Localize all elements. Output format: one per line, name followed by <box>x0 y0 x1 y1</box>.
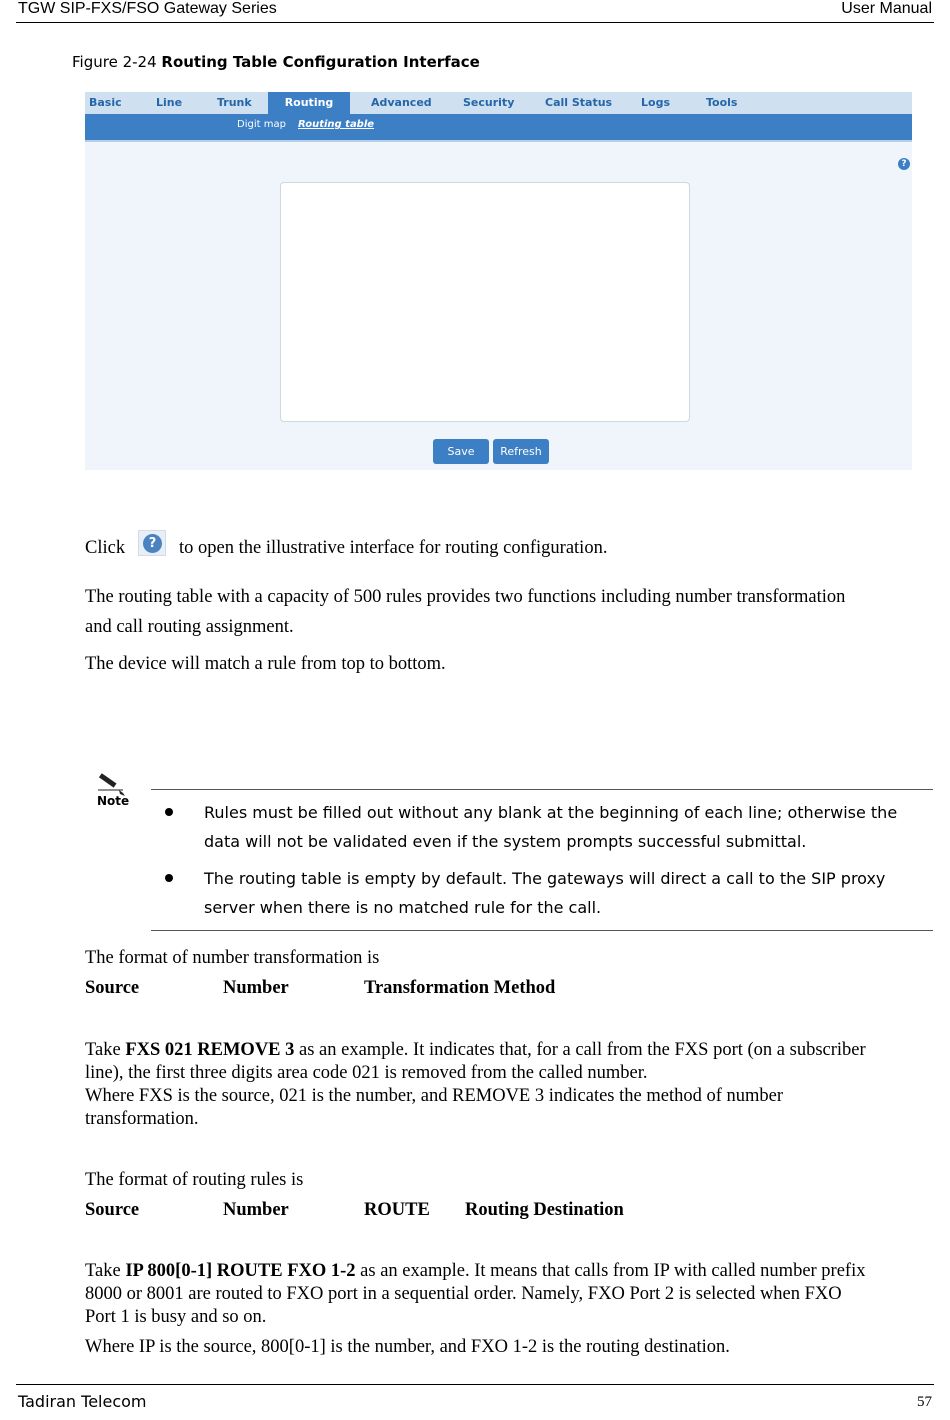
routing-col-route: ROUTE <box>364 1200 430 1220</box>
note-bottom-rule <box>151 930 933 931</box>
routing-col-destination: Routing Destination <box>465 1200 624 1220</box>
nav-trunk[interactable]: Trunk <box>217 96 252 109</box>
match-order-text: The device will match a rule from top to bottom. <box>85 654 446 674</box>
transform-col-method: Transformation Method <box>364 978 556 998</box>
page-header <box>16 0 934 23</box>
note-top-rule <box>151 789 933 790</box>
nav-routing[interactable]: Routing <box>268 92 350 114</box>
routing-take: Take <box>85 1261 126 1281</box>
subnav-divider <box>85 140 912 142</box>
question-icon: ? <box>143 534 162 553</box>
routing-example-line-2: 8000 or 8001 are routed to FXO port in a sequential order. Namely, FXO Port 2 is selected when FXO <box>85 1284 842 1304</box>
click-prefix: Click <box>85 538 126 558</box>
note-bullet-2-line-1: The routing table is empty by default. The gateways will direct a call to the SIP proxy <box>204 869 886 888</box>
footer-rule <box>16 1384 934 1385</box>
routing-example-line-1 <box>85 1260 865 1282</box>
transform-example-line-2: line), the first three digits area code 021 is removed from the called number. <box>85 1063 648 1083</box>
routing-example-rest: as an example. It means that calls from IP with called number prefix <box>355 1261 866 1281</box>
note-label: Note <box>97 794 130 808</box>
main-nav <box>85 92 912 114</box>
nav-line[interactable]: Line <box>156 96 183 109</box>
nav-tools[interactable]: Tools <box>706 96 738 109</box>
header-doc-type: User Manual <box>841 0 932 17</box>
nav-basic[interactable]: Basic <box>89 96 122 109</box>
nav-logs[interactable]: Logs <box>641 96 670 109</box>
subnav-routing-table[interactable]: Routing table <box>298 119 375 130</box>
refresh-button[interactable]: Refresh <box>493 439 549 464</box>
intro-line-1: The routing table with a capacity of 500 rules provides two functions including number transformation <box>85 587 846 607</box>
click-suffix: to open the illustrative interface for routing configuration. <box>179 538 608 558</box>
page-number: 57 <box>917 1394 932 1410</box>
transform-example-code: FXS 021 REMOVE 3 <box>125 1040 295 1060</box>
help-icon[interactable]: ? <box>898 158 910 170</box>
note-bullet-1-line-2: data will not be validated even if the system prompts successful submittal. <box>204 832 807 851</box>
transform-col-number: Number <box>223 978 289 998</box>
transform-example-rest: as an example. It indicates that, for a call from the FXS port (on a subscriber <box>294 1040 866 1060</box>
footer-company: Tadiran Telecom <box>18 1392 147 1411</box>
figure-caption <box>72 53 480 71</box>
sub-nav <box>85 114 912 140</box>
figure-number: Figure 2-24 <box>72 53 162 71</box>
routing-col-number: Number <box>223 1200 289 1220</box>
routing-example-code: IP 800[0-1] ROUTE FXO 1-2 <box>125 1261 356 1281</box>
routing-rules-textarea[interactable] <box>280 182 690 422</box>
bullet-2 <box>165 874 173 882</box>
bullet-1 <box>165 808 173 816</box>
routing-table-screenshot <box>85 92 912 470</box>
transform-col-source: Source <box>85 978 140 998</box>
nav-call-status[interactable]: Call Status <box>545 96 613 109</box>
save-button[interactable]: Save <box>433 439 489 464</box>
routing-example-line-3: Port 1 is busy and so on. <box>85 1307 267 1327</box>
routing-example-line-4: Where IP is the source, 800[0-1] is the number, and FXO 1-2 is the routing destination. <box>85 1337 730 1357</box>
transform-take: Take <box>85 1040 126 1060</box>
inline-help-icon <box>138 530 166 556</box>
subnav-digit-map[interactable]: Digit map <box>237 119 286 130</box>
note-bullet-1-line-1: Rules must be filled out without any blank at the beginning of each line; otherwise the <box>204 803 898 822</box>
nav-advanced[interactable]: Advanced <box>371 96 432 109</box>
transform-example-line-4: transformation. <box>85 1109 199 1129</box>
transform-example-line-1 <box>85 1039 866 1061</box>
note-bullet-2-line-2: server when there is no matched rule for the call. <box>204 898 602 917</box>
figure-title: Routing Table Configuration Interface <box>161 53 480 71</box>
routing-intro: The format of routing rules is <box>85 1170 304 1190</box>
intro-line-2: and call routing assignment. <box>85 617 294 637</box>
transform-intro: The format of number transformation is <box>85 948 380 968</box>
header-title: TGW SIP-FXS/FSO Gateway Series <box>18 0 277 17</box>
nav-security[interactable]: Security <box>463 96 515 109</box>
routing-col-source: Source <box>85 1200 140 1220</box>
transform-example-line-3: Where FXS is the source, 021 is the number, and REMOVE 3 indicates the method of number <box>85 1086 784 1106</box>
